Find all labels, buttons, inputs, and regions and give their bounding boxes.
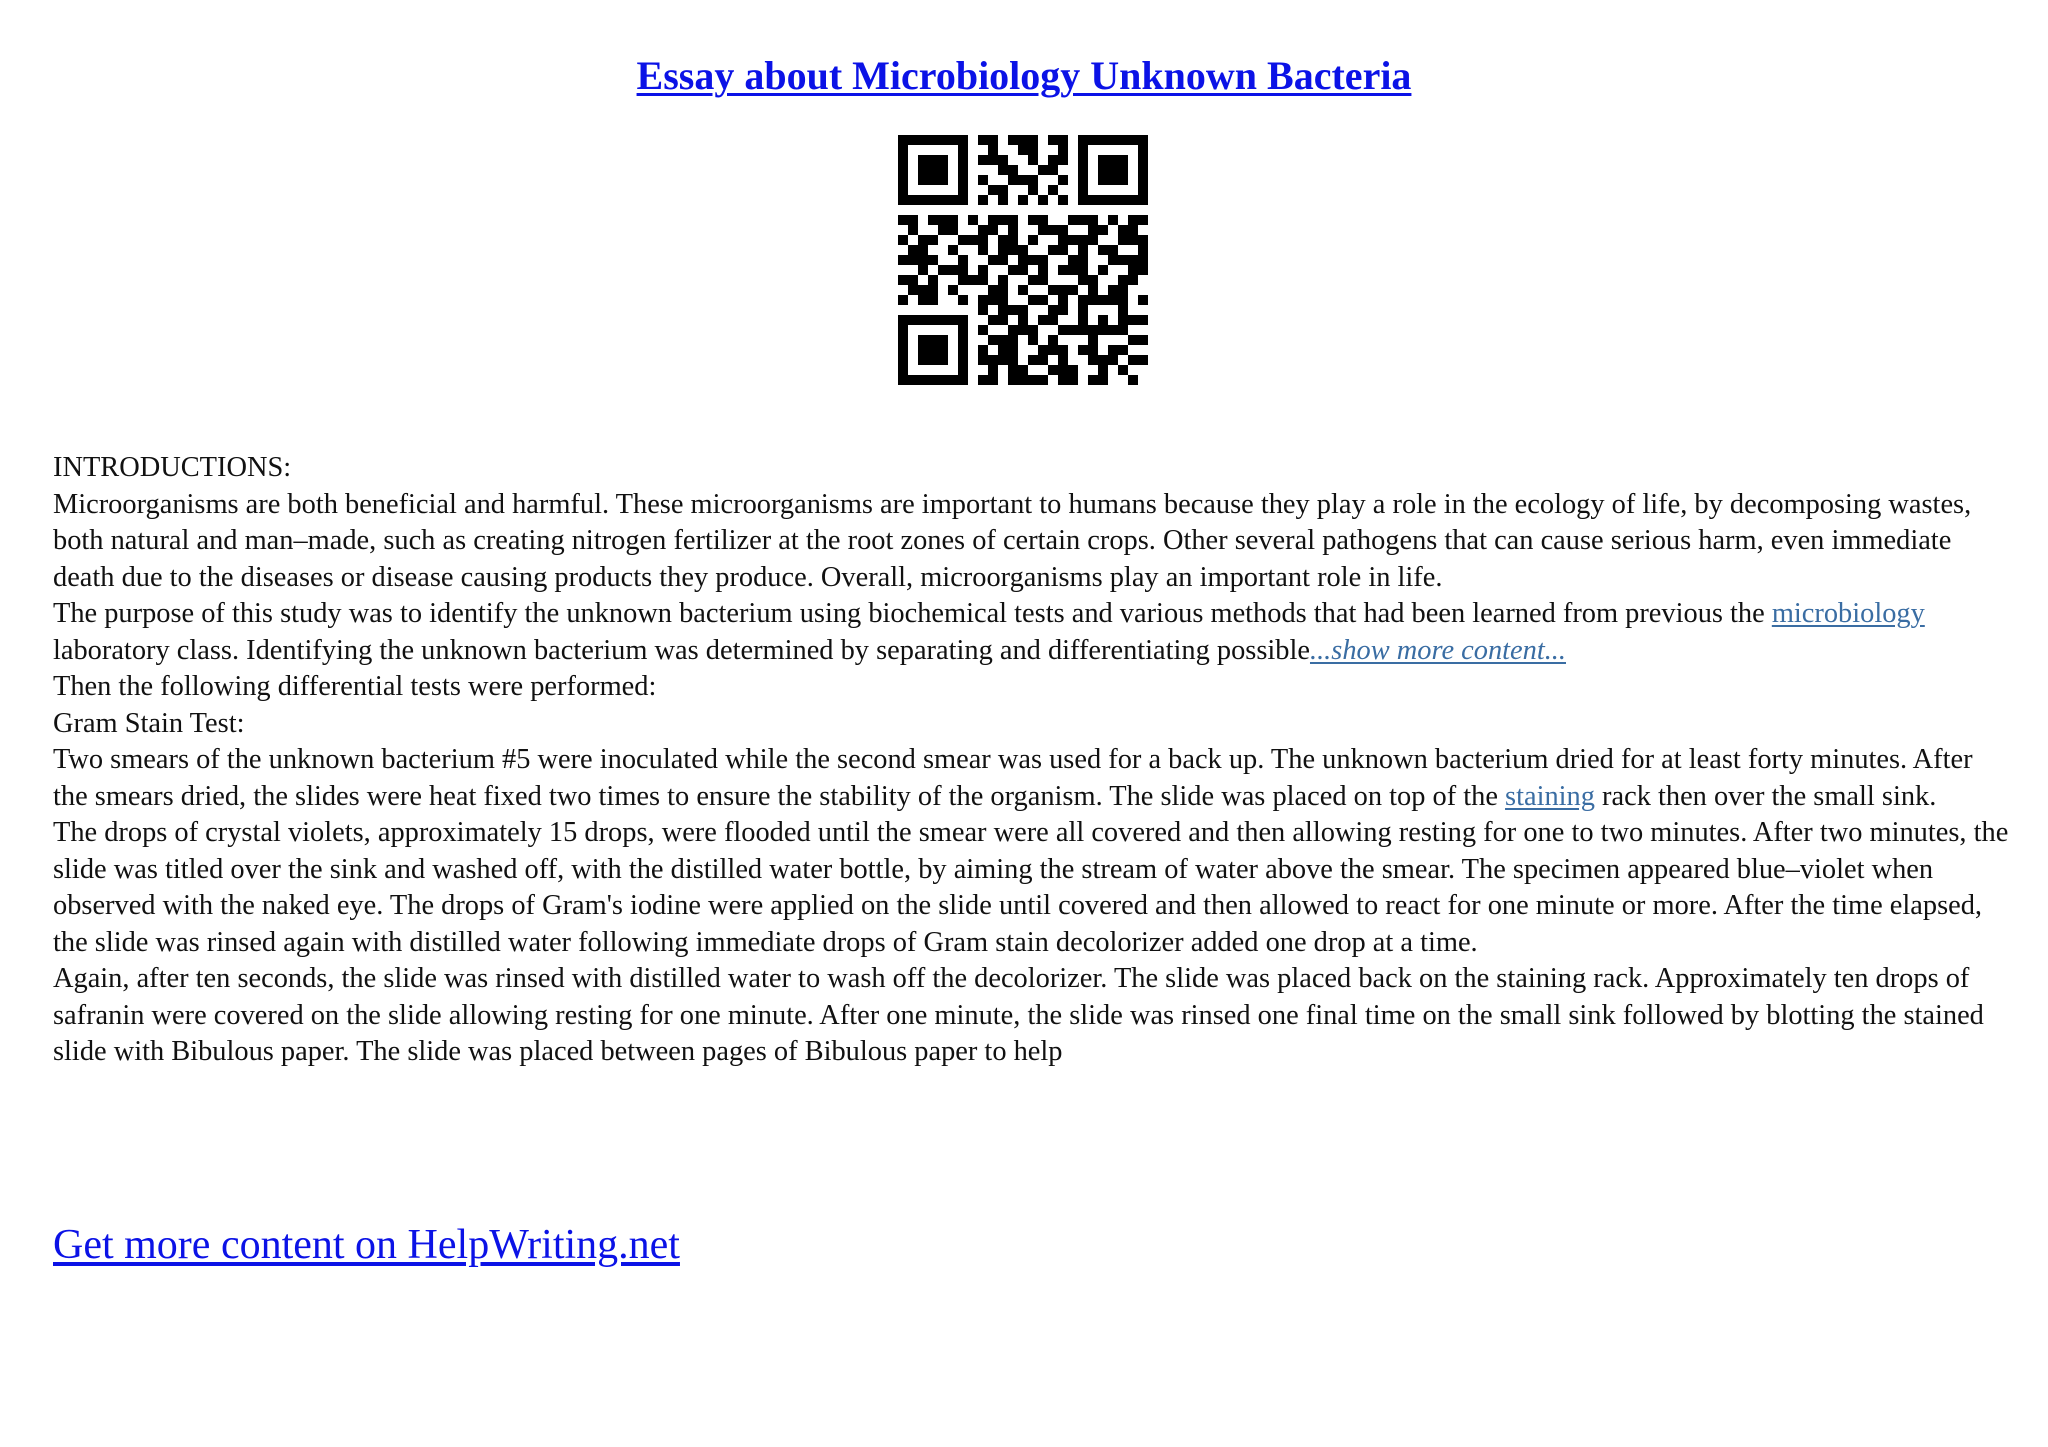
document-title (0, 48, 2048, 104)
paragraph-purpose-text-start: The purpose of this study was to identify the unknown bacterium using biochemical tests and various methods that had been learned from previous the (53, 598, 1772, 629)
section-heading-introductions: INTRODUCTIONS: (53, 452, 292, 483)
paragraph-safranin: Again, after ten seconds, the slide was rinsed with distilled water to wash off the decolorizer. The slide was placed back on the staining rack. Approximately ten drops of safranin were covered on the slide allowing resting for one minute. After one minute, the slide was rinsed one final time on the small sink followed by blotting the stained slide with Bibulous paper. The slide was placed between pages of Bibulous paper to help (53, 963, 1984, 1067)
paragraph-smears-text-end: rack then over the small sink. (1594, 780, 1937, 812)
essay-body (53, 450, 2013, 1071)
paragraph-smears (53, 742, 2013, 815)
staining-link[interactable]: staining (1505, 780, 1595, 812)
footer (53, 1218, 680, 1272)
microbiology-link[interactable]: microbiology (1771, 598, 1925, 629)
paragraph-microorganisms: Microorganisms are both beneficial and harmful. These microorganisms are important to humans because they play a role in the ecology of life, by decomposing wastes, both natural and man–made, such as creating nitrogen fertilizer at the root zones of certain crops. Other several pathogens that can cause serious harm, even immediate death due to the diseases or disease causing products they produce. Overall, microorganisms play an important role in life. (53, 488, 1972, 593)
paragraph-purpose-text-end: laboratory class. Identifying the unknown bacterium was determined by separating and differentiating possible (53, 634, 1310, 666)
paragraph-purpose (53, 596, 2013, 669)
paragraph-differential-tests: Then the following differential tests were performed: (53, 671, 657, 702)
section-heading-gram-stain: Gram Stain Test: (53, 707, 245, 739)
paragraph-crystal-violet: The drops of crystal violets, approximately 15 drops, were flooded until the smear were all covered and then allowing resting for one to two minutes. After two minutes, the slide was titled over the sink and washed off, with the distilled water bottle, by aiming the stream of water above the smear. The specimen appeared blue–violet when observed with the naked eye. The drops of Gram's iodine were applied on the slide until covered and then allowed to react for one minute or more. After the time elapsed, the slide was rinsed again with distilled water following immediate drops of Gram stain decolorizer added one drop at a time. (53, 817, 2009, 958)
show-more-content-link[interactable]: ...show more content... (1309, 634, 1566, 666)
qr-code-icon (898, 135, 1148, 385)
title-link[interactable]: Essay about Microbiology Unknown Bacteria (636, 53, 1412, 98)
get-more-content-link[interactable]: Get more content on HelpWriting.net (53, 1222, 680, 1268)
paragraph-smears-text-start: Two smears of the unknown bacterium #5 were inoculated while the second smear was used for a back up. The unknown bacterium dried for at least forty minutes. After the smears dried, the slides were heat fixed two times to ensure the stability of the organism. The slide was placed on top of the (53, 744, 1973, 812)
